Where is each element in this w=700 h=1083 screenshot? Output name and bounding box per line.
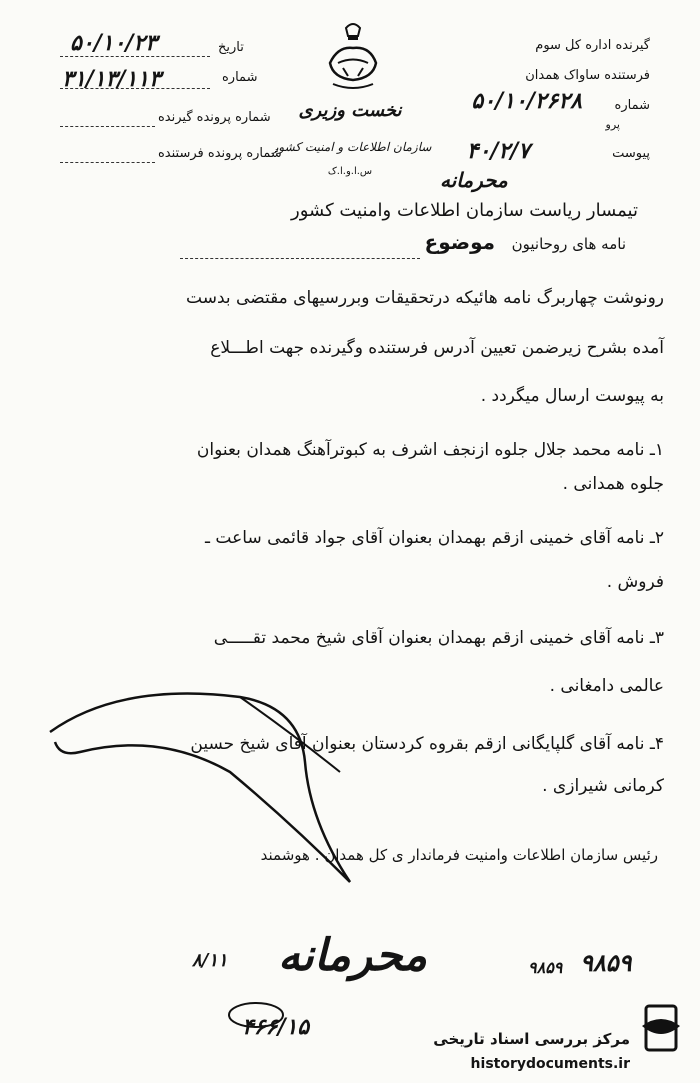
- subject-line: [180, 258, 420, 259]
- addressee: تیمسار ریاست سازمان اطلاعات وامنیت کشور: [291, 200, 638, 221]
- body-intro-3: به پیوست ارسال میگردد .: [480, 386, 664, 406]
- folder-label: پرو: [605, 118, 620, 131]
- org-title: سازمان اطلاعات و امنیت کشور: [272, 140, 432, 154]
- watermark-logo-icon: [636, 1002, 686, 1058]
- watermark-title: مرکز بررسی اسناد تاریخی: [433, 1030, 630, 1048]
- date-label: تاریخ: [218, 40, 244, 55]
- small-code: س.ا.و.ا.ک: [327, 166, 373, 177]
- body-intro-1: رونوشت چهاربرگ نامه هائیکه درتحقیقات وبررسیهای مقتضی بدست: [186, 288, 664, 308]
- handwritten-bottom-number: ۴۶۶/۱۵: [242, 1014, 310, 1040]
- body-item3-a: ۳ـ نامه آقای خمینی ازقم بهمدان بعنوان آقای شیخ محمد تقـــــی: [213, 628, 664, 648]
- recipient-label: گیرنده اداره کل سوم: [535, 38, 650, 53]
- date-line: [60, 56, 210, 57]
- number-label: شماره: [614, 98, 650, 113]
- body-intro-2: آمده بشرح زیرضمن تعیین آدرس فرستنده وگیرنده جهت اطـــلاع: [210, 338, 664, 358]
- body-item1-b: جلوه همدانی .: [562, 474, 664, 494]
- sender-file-label: شماره پرونده فرستنده: [158, 146, 282, 161]
- signature-scribble-icon: [40, 672, 400, 892]
- stamp-note: ۸/۱۱: [192, 950, 228, 971]
- body-signature: رئیس سازمان اطلاعات وامنیت فرماندار ی کل همدان . هوشمند: [260, 846, 658, 864]
- handwritten-scrawl-top: محرمانه: [440, 168, 508, 192]
- recipient-file-line: [60, 126, 155, 127]
- handwritten-circled-number: ۹۸۵۹: [580, 948, 632, 977]
- recipient-file-label: شماره پرونده گیرنده: [158, 110, 271, 125]
- sender-file-line: [60, 162, 155, 163]
- handwritten-date: ۵۰/۱۰/۲۳: [70, 30, 157, 56]
- handwritten-attachment: ۴۰/۲/۷: [466, 138, 530, 164]
- confidential-stamp: محرمانه: [278, 930, 428, 981]
- sender-label: فرستنده ساواک همدان: [525, 68, 650, 83]
- side-note: ۹۸۵۹: [528, 958, 563, 977]
- body-item2-a: ۲ـ نامه آقای خمینی ازقم بهمدان بعنوان آقای جواد قائمی ساعت ـ: [205, 528, 664, 548]
- ministry-title: نخست وزیری: [298, 100, 402, 121]
- attachment-label: پیوست: [612, 146, 650, 161]
- body-item3-b: عالمی دامغانی .: [549, 676, 664, 696]
- emblem-icon: [318, 18, 388, 98]
- handwritten-number-right: ۵۰/۱۰/۲۶۲۸: [471, 88, 582, 114]
- body-item1-a: ۱ـ نامه محمد جلال جلوه ازنجف اشرف به کبوترآهنگ همدان بعنوان: [196, 440, 664, 460]
- body-item2-b: فروش .: [606, 572, 664, 592]
- subject-label: موضوع: [424, 230, 495, 254]
- watermark-url: historydocuments.ir: [470, 1056, 630, 1072]
- body-item4-a: ۴ـ نامه آقای گلپایگانی ازقم بقروه کردستان بعنوان آقای شیخ حسین: [190, 734, 664, 754]
- number-label-left: شماره: [222, 70, 258, 85]
- handwritten-number-left: ۳۱/۱۳/۱۱۳: [62, 66, 161, 92]
- body-item4-b: کرمانی شیرازی .: [542, 776, 664, 796]
- subject-value: نامه های روحانیون: [511, 235, 626, 253]
